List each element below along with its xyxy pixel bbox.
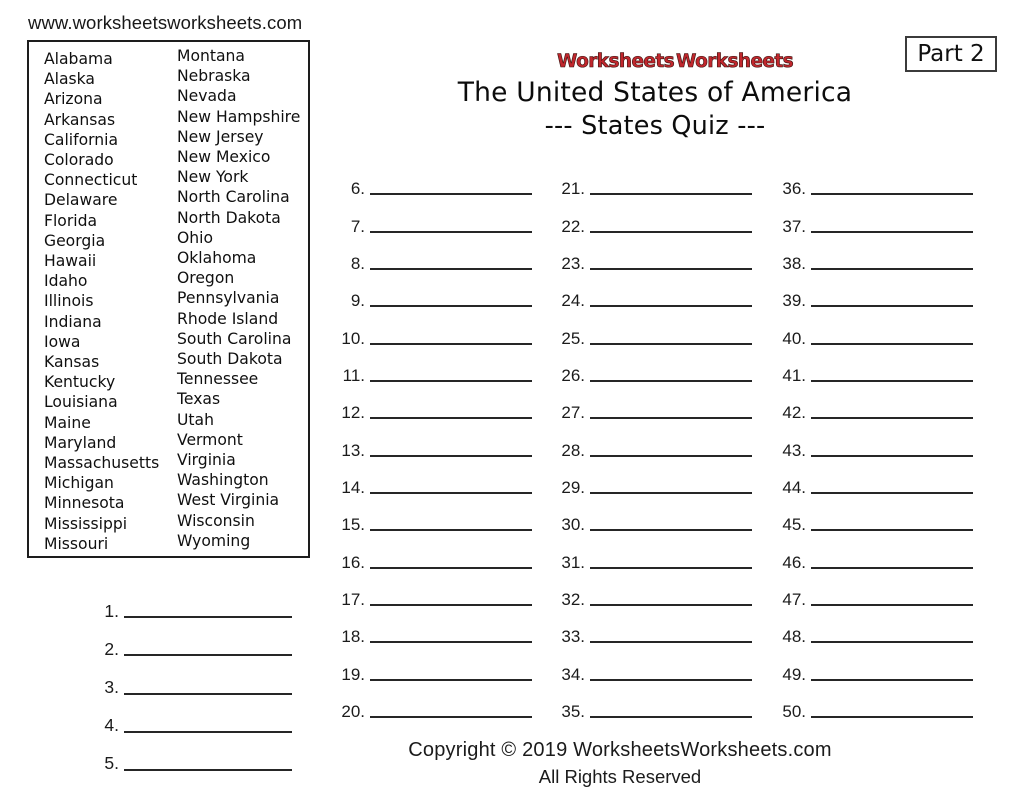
quiz-row	[779, 158, 973, 199]
state-name: West Virginia	[177, 491, 280, 510]
answer-blank-line	[590, 716, 752, 718]
quiz-number: 3.	[104, 677, 119, 698]
state-name: New Hampshire	[177, 107, 301, 126]
quiz-row	[338, 531, 532, 572]
state-name: Wyoming	[177, 531, 251, 550]
state-name: New Jersey	[177, 127, 264, 146]
answer-column-6-20	[338, 158, 532, 722]
state-name: Virginia	[177, 451, 236, 470]
quiz-number: 49.	[782, 664, 806, 684]
quiz-number: 43.	[782, 440, 806, 460]
quiz-row	[779, 233, 973, 274]
state-name: Missouri	[44, 534, 109, 553]
answer-blank-line	[590, 231, 752, 233]
answer-blank-line	[590, 492, 752, 494]
quiz-number: 18.	[341, 627, 365, 647]
state-name: Ohio	[177, 228, 214, 247]
quiz-number: 34.	[561, 664, 585, 684]
quiz-number: 44.	[782, 478, 806, 498]
quiz-number: 50.	[782, 702, 806, 722]
state-name: Rhode Island	[177, 309, 279, 328]
answer-blank-line	[590, 529, 752, 531]
quiz-row	[558, 419, 752, 460]
quiz-row	[338, 419, 532, 460]
quiz-row	[338, 606, 532, 647]
state-name: Louisiana	[44, 393, 118, 412]
quiz-number: 26.	[561, 366, 585, 386]
answer-blank-line	[590, 641, 752, 643]
state-name: Arizona	[44, 90, 103, 109]
state-name: Nevada	[177, 87, 237, 106]
quiz-number: 4.	[104, 715, 119, 736]
state-name: Indiana	[44, 312, 102, 331]
answer-blank-line	[811, 455, 973, 457]
quiz-row	[558, 569, 752, 610]
state-name: Hawaii	[44, 252, 97, 271]
quiz-row	[558, 307, 752, 348]
state-name: Montana	[177, 47, 245, 65]
quiz-row	[779, 643, 973, 684]
state-name: Alabama	[44, 50, 113, 68]
quiz-number: 17.	[341, 590, 365, 610]
quiz-row	[779, 270, 973, 311]
quiz-number: 47.	[782, 590, 806, 610]
quiz-row	[558, 345, 752, 386]
quiz-row	[338, 307, 532, 348]
answer-blank-line	[370, 380, 532, 382]
quiz-row	[779, 345, 973, 386]
logo-right-text: Worksheets	[676, 50, 794, 72]
copyright-footer	[340, 736, 900, 790]
answer-blank-line	[811, 380, 973, 382]
quiz-row	[558, 681, 752, 722]
state-name: Delaware	[44, 191, 118, 210]
quiz-number: 46.	[782, 552, 806, 572]
answer-blank-line	[590, 567, 752, 569]
answer-blank-line	[811, 567, 973, 569]
answer-blank-line	[370, 604, 532, 606]
quiz-number: 16.	[341, 552, 365, 572]
state-name: Massachusetts	[44, 454, 160, 473]
answer-blank-line	[124, 693, 292, 695]
quiz-row	[338, 158, 532, 199]
state-name: Florida	[44, 211, 98, 230]
answer-blank-line	[811, 305, 973, 307]
quiz-row	[779, 681, 973, 722]
quiz-number: 48.	[782, 627, 806, 647]
state-name: South Carolina	[177, 329, 292, 348]
answer-blank-line	[811, 417, 973, 419]
quiz-row	[779, 419, 973, 460]
quiz-number: 20.	[341, 702, 365, 722]
state-name: Texas	[177, 390, 221, 409]
quiz-number: 15.	[341, 515, 365, 535]
state-name: Alaska	[44, 70, 95, 89]
quiz-row	[338, 195, 532, 236]
quiz-number: 38.	[782, 254, 806, 274]
quiz-row	[338, 643, 532, 684]
quiz-row	[338, 457, 532, 498]
quiz-row	[338, 681, 532, 722]
quiz-number: 36.	[782, 179, 806, 199]
state-name: New York	[177, 168, 249, 187]
quiz-number: 40.	[782, 328, 806, 348]
site-url: www.worksheetsworksheets.com	[28, 12, 303, 33]
quiz-number: 37.	[782, 216, 806, 236]
quiz-number: 30.	[561, 515, 585, 535]
answer-blank-line	[811, 268, 973, 270]
answer-blank-line	[370, 305, 532, 307]
answer-blank-line	[124, 616, 292, 618]
answer-blank-line	[811, 641, 973, 643]
answer-blank-line	[590, 193, 752, 195]
answer-blank-line	[811, 231, 973, 233]
quiz-row	[75, 580, 292, 621]
state-name: Georgia	[44, 231, 106, 250]
answer-blank-line	[370, 529, 532, 531]
answer-column-21-35	[558, 158, 752, 722]
title-line-2: --- States Quiz ---	[544, 111, 766, 141]
quiz-number: 32.	[561, 590, 585, 610]
part-badge: Part 2	[905, 36, 997, 72]
state-name: Vermont	[177, 430, 243, 449]
state-name: Illinois	[44, 292, 94, 311]
quiz-row	[75, 733, 292, 774]
worksheet-title	[330, 76, 980, 143]
quiz-number: 6.	[350, 179, 365, 199]
quiz-number: 1.	[104, 600, 119, 621]
state-name: New Mexico	[177, 148, 271, 167]
quiz-number: 21.	[561, 179, 585, 199]
state-name: Pennsylvania	[177, 289, 280, 308]
answer-blank-line	[590, 417, 752, 419]
answer-blank-line	[811, 193, 973, 195]
quiz-number: 35.	[561, 702, 585, 722]
quiz-row	[779, 494, 973, 535]
state-name: Kansas	[44, 353, 100, 372]
state-name: North Dakota	[177, 208, 281, 227]
state-name: Washington	[177, 471, 269, 490]
quiz-number: 10.	[341, 328, 365, 348]
quiz-row	[779, 382, 973, 423]
answer-blank-line	[590, 268, 752, 270]
quiz-row	[558, 158, 752, 199]
answer-blank-line	[811, 343, 973, 345]
quiz-number: 27.	[561, 403, 585, 423]
quiz-number: 28.	[561, 440, 585, 460]
quiz-number: 31.	[561, 552, 585, 572]
state-name: South Dakota	[177, 350, 283, 369]
quiz-number: 45.	[782, 515, 806, 535]
quiz-number: 12.	[341, 403, 365, 423]
state-name: Tennessee	[177, 370, 259, 389]
quiz-row	[338, 382, 532, 423]
quiz-number: 29.	[561, 478, 585, 498]
quiz-number: 2.	[104, 638, 119, 659]
copyright-line: Copyright © 2019 WorksheetsWorksheets.com	[408, 739, 832, 761]
quiz-row	[75, 656, 292, 698]
state-name: Nebraska	[177, 67, 251, 86]
worksheets-logo	[558, 8, 792, 76]
quiz-number: 14.	[341, 478, 365, 498]
answer-blank-line	[811, 679, 973, 681]
state-name: California	[44, 130, 119, 149]
answer-blank-line	[590, 305, 752, 307]
state-name: Maine	[44, 413, 91, 432]
quiz-row	[558, 643, 752, 684]
answer-blank-line	[370, 231, 532, 233]
state-name: Minnesota	[44, 494, 125, 513]
quiz-row	[338, 345, 532, 386]
answer-blank-line	[590, 679, 752, 681]
quiz-number: 11.	[342, 366, 365, 386]
quiz-number: 24.	[561, 291, 585, 311]
quiz-number: 22.	[561, 216, 585, 236]
quiz-row	[779, 569, 973, 610]
state-name: Connecticut	[44, 171, 138, 190]
state-name: Kentucky	[44, 373, 116, 392]
answer-blank-line	[370, 567, 532, 569]
answer-blank-line	[370, 343, 532, 345]
quiz-row	[779, 457, 973, 498]
quiz-number: 5.	[104, 753, 119, 774]
quiz-number: 9.	[350, 291, 365, 311]
quiz-number: 39.	[782, 291, 806, 311]
quiz-row	[558, 195, 752, 236]
quiz-number: 8.	[350, 254, 365, 274]
quiz-row	[558, 457, 752, 498]
quiz-number: 19.	[341, 664, 365, 684]
answer-blank-line	[124, 654, 292, 656]
quiz-row	[779, 195, 973, 236]
answer-blank-line	[370, 679, 532, 681]
answer-blank-line	[590, 604, 752, 606]
word-bank-column-2	[177, 46, 308, 556]
answer-blank-line	[370, 193, 532, 195]
answer-blank-line	[370, 455, 532, 457]
state-name: Maryland	[44, 433, 117, 452]
answer-blank-line	[590, 380, 752, 382]
answer-blank-line	[370, 268, 532, 270]
answer-blanks-1-5	[75, 580, 292, 774]
state-name: Colorado	[44, 151, 114, 170]
answer-blank-line	[811, 492, 973, 494]
title-line-1: The United States of America	[457, 77, 853, 108]
rights-line: All Rights Reserved	[538, 766, 702, 787]
state-name: Idaho	[44, 272, 88, 291]
answer-blank-line	[811, 604, 973, 606]
quiz-row	[779, 606, 973, 647]
quiz-number: 13.	[341, 440, 365, 460]
quiz-row	[558, 233, 752, 274]
quiz-row	[338, 270, 532, 311]
state-name: Oregon	[177, 269, 235, 288]
answer-blank-line	[811, 716, 973, 718]
answer-blank-line	[370, 716, 532, 718]
quiz-number: 33.	[561, 627, 585, 647]
quiz-row	[338, 569, 532, 610]
state-name: North Carolina	[177, 188, 290, 207]
logo-left-text: Worksheets	[556, 50, 674, 72]
quiz-row	[558, 531, 752, 572]
answer-blank-line	[590, 455, 752, 457]
state-name: Wisconsin	[177, 511, 255, 530]
quiz-number: 42.	[782, 403, 806, 423]
quiz-number: 41.	[782, 366, 806, 386]
quiz-row	[558, 270, 752, 311]
quiz-row	[558, 494, 752, 535]
word-bank-box	[27, 40, 310, 558]
answer-blank-line	[811, 529, 973, 531]
quiz-row	[75, 618, 292, 659]
state-name: Mississippi	[44, 514, 128, 533]
answer-blank-line	[370, 417, 532, 419]
answer-blank-line	[370, 641, 532, 643]
quiz-row	[779, 307, 973, 348]
state-name: Michigan	[44, 474, 114, 493]
answer-blank-line	[590, 343, 752, 345]
quiz-row	[558, 382, 752, 423]
quiz-number: 23.	[561, 254, 585, 274]
state-name: Arkansas	[44, 110, 116, 129]
answer-blank-line	[124, 769, 292, 771]
state-name: Oklahoma	[177, 249, 257, 268]
quiz-row	[558, 606, 752, 647]
answer-blank-line	[124, 731, 292, 733]
quiz-row	[779, 531, 973, 572]
quiz-row	[75, 695, 292, 736]
answer-blank-line	[370, 492, 532, 494]
state-name: Utah	[177, 410, 214, 429]
word-bank-column-1	[44, 49, 177, 556]
quiz-number: 25.	[561, 328, 585, 348]
quiz-row	[338, 233, 532, 274]
state-name: Iowa	[44, 332, 81, 351]
answer-column-36-50	[779, 158, 973, 722]
quiz-number: 7.	[350, 216, 365, 236]
quiz-row	[338, 494, 532, 535]
